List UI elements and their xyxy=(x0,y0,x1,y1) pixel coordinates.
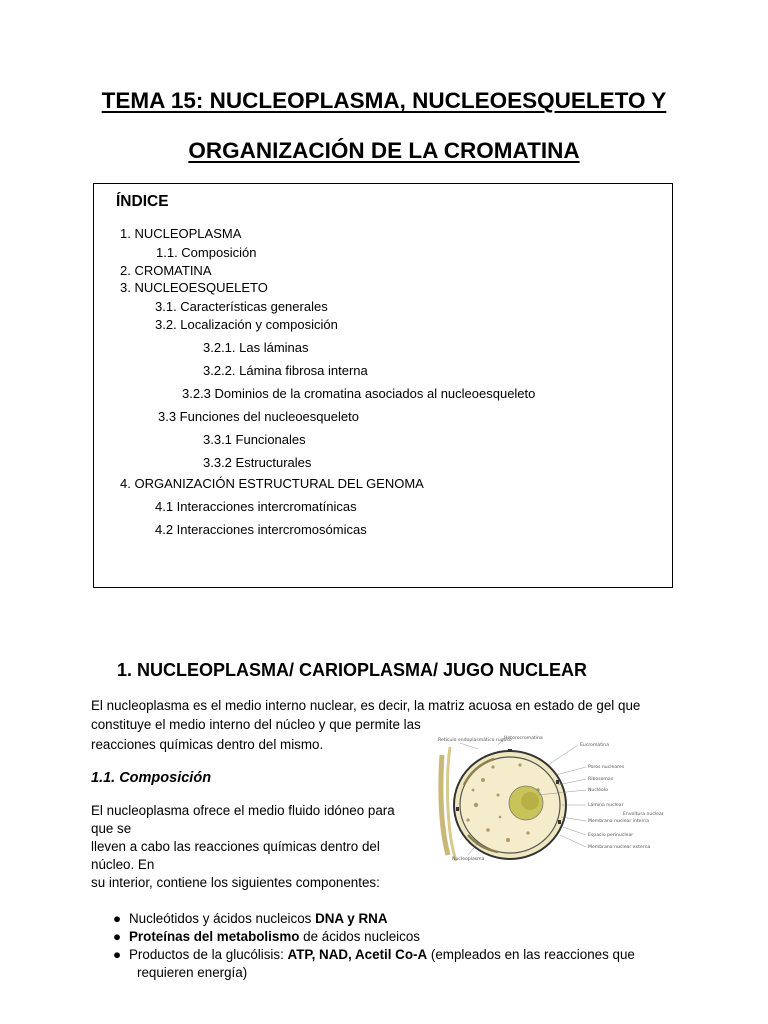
index-item: 3.2.3 Dominios de la cromatina asociados al nucleoesqueleto xyxy=(182,386,536,401)
document-title-line-2: ORGANIZACIÓN DE LA CROMATINA xyxy=(188,138,580,163)
index-item: 3.2. Localización y composición xyxy=(155,317,338,332)
bullet-dot: ● xyxy=(113,929,122,944)
intro-line: reacciones químicas dentro del mismo. xyxy=(91,737,324,752)
label-espacio: Espacio perinuclear xyxy=(588,833,634,838)
label-heterochromatin: Heterocromatina xyxy=(504,736,543,741)
bullet-dot: ● xyxy=(113,911,122,926)
index-item: 4.2 Interacciones intercromosómicas xyxy=(155,522,367,537)
section-heading: 1. NUCLEOPLASMA/ CARIOPLASMA/ JUGO NUCLEAR xyxy=(117,660,588,680)
index-item: 3.2.1. Las láminas xyxy=(203,340,309,355)
index-item: 1. NUCLEOPLASMA xyxy=(120,226,242,241)
bullet-item: ● Nucleótidos y ácidos nucleicos DNA y RNA xyxy=(113,911,388,926)
index-item: 3.3 Funciones del nucleoesqueleto xyxy=(158,409,359,424)
label-lamina: Lámina nuclear xyxy=(588,803,624,808)
index-item: 3.1. Características generales xyxy=(155,299,328,314)
intro-line: constituye el medio interno del núcleo y que permite las xyxy=(91,717,421,732)
index-box xyxy=(93,183,673,588)
label-nucleoplasma: Nucleoplasma xyxy=(452,857,485,862)
index-heading: ÍNDICE xyxy=(116,193,169,210)
body-line: que se xyxy=(91,821,132,836)
intro-line: El nucleoplasma es el medio interno nuclear, es decir, la matriz acuosa en estado de gel que xyxy=(91,698,641,713)
bullet-item: ● Productos de la glucólisis: ATP, NAD, Acetil Co-A (empleados en las reacciones que xyxy=(113,947,635,962)
index-item: 3. NUCLEOESQUELETO xyxy=(120,280,268,295)
body-line: El nucleoplasma ofrece el medio fluido idóneo para xyxy=(91,803,395,818)
bullet-dot: ● xyxy=(113,947,122,962)
label-envoltura: Envoltura nuclear xyxy=(623,812,664,817)
body-line: su interior, contiene los siguientes componentes: xyxy=(91,875,380,890)
index-item: 3.3.2 Estructurales xyxy=(203,455,312,470)
label-eucromatina: Eucromatina xyxy=(580,743,610,748)
index-item: 4.1 Interacciones intercromatínicas xyxy=(155,499,357,514)
bullet-item: ● Proteínas del metabolismo de ácidos nucleicos xyxy=(113,929,420,944)
label-membrana: Membrana nuclear interna xyxy=(588,819,650,824)
body-line: núcleo. En xyxy=(91,857,155,872)
index-item: 4. ORGANIZACIÓN ESTRUCTURAL DEL GENOMA xyxy=(120,476,424,491)
index-item: 3.3.1 Funcionales xyxy=(203,432,306,447)
label-poros: Poros nucleares xyxy=(588,765,625,770)
index-item: 3.2.2. Lámina fibrosa interna xyxy=(203,363,368,378)
label-nucleolo: Nucléolo xyxy=(588,788,608,793)
index-item: 1.1. Composición xyxy=(156,245,257,260)
label-membrana-ext: Membrana nuclear externa xyxy=(588,845,651,850)
body-line: lleven a cabo las reacciones químicas dentro del xyxy=(91,839,380,854)
label-reticulum: Retículo endoplasmático rugoso xyxy=(438,738,512,743)
nucleus-diagram xyxy=(438,735,664,867)
document-title-line-1: TEMA 15: NUCLEOPLASMA, NUCLEOESQUELETO Y xyxy=(101,88,667,113)
index-item: 2. CROMATINA xyxy=(120,263,212,278)
label-ribosomas: Ribosomas xyxy=(588,777,614,782)
bullet-continuation: requieren energía) xyxy=(137,965,248,980)
subsection-heading: 1.1. Composición xyxy=(91,770,212,786)
